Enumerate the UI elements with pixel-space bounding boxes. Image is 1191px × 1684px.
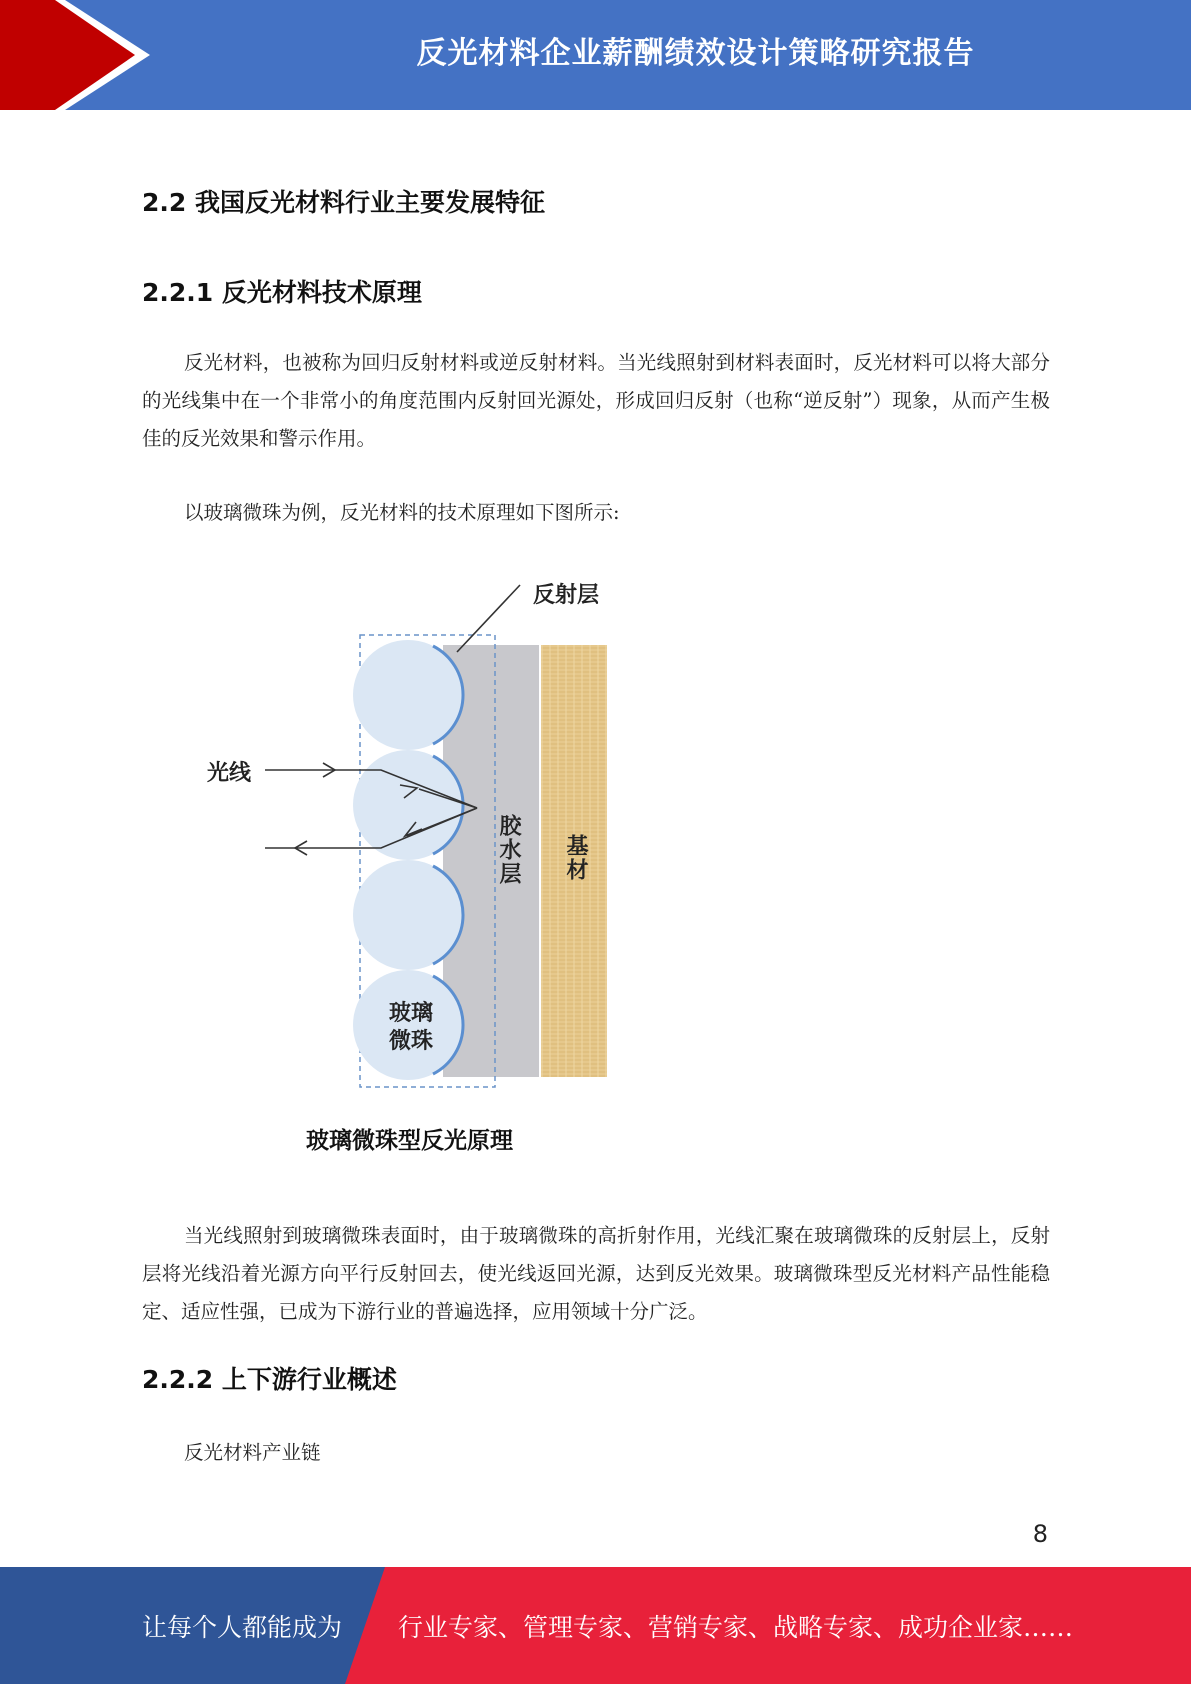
label-glass-beads: 玻璃微珠 [388,1001,433,1054]
heading-2-2-1: 2.2.1 反光材料技术原理 [142,278,422,307]
heading-2-2: 2.2 我国反光材料行业主要发展特征 [142,188,545,217]
page-number: 8 [1032,1520,1048,1548]
paragraph-example-intro: 以玻璃微珠为例，反光材料的技术原理如下图所示: [184,501,620,524]
label-reflective-layer: 反射层 [533,583,600,608]
footer-slogan-right: 行业专家、管理专家、营销专家、战略专家、成功企业家…… [398,1612,1074,1642]
heading-2-2-2: 2.2.2 上下游行业概述 [142,1365,397,1394]
page-header [0,0,1191,110]
label-light: 光线 [207,761,252,786]
footer-slogan-left: 让每个人都能成为 [142,1612,343,1642]
label-adhesive-layer: 胶水层 [496,814,521,886]
paragraph-principle: 反光材料，也被称为回归反射材料或逆反射材料。当光线照射到材料表面时，反光材料可以将大部分的光线集中在一个非常小的角度范围内反射回光源处，形成回归反射（也称“逆反射”）现象，从而产生极佳的反光效果和警示作用。 [142,351,1050,450]
diagram-caption: 玻璃微珠型反光原理 [306,1128,513,1154]
report-title: 反光材料企业薪酬绩效设计策略研究报告 [416,36,975,71]
header-chevron-decoration [0,0,150,110]
paragraph-industry-chain: 反光材料产业链 [184,1441,321,1464]
reflective-layer-leader [457,585,520,652]
label-substrate: 基材 [563,834,588,882]
paragraph-mechanism: 当光线照射到玻璃微珠表面时，由于玻璃微珠的高折射作用，光线汇聚在玻璃微珠的反射层上，反射层将光线沿着光源方向平行反射回去，使光线返回光源，达到反光效果。玻璃微珠型反光材料产品性能稳定、适应性强，已成为下游行业的普遍选择，应用领域十分广泛。 [142,1224,1050,1323]
glass-bead-diagram [195,570,635,1110]
page-footer [0,1567,1191,1684]
